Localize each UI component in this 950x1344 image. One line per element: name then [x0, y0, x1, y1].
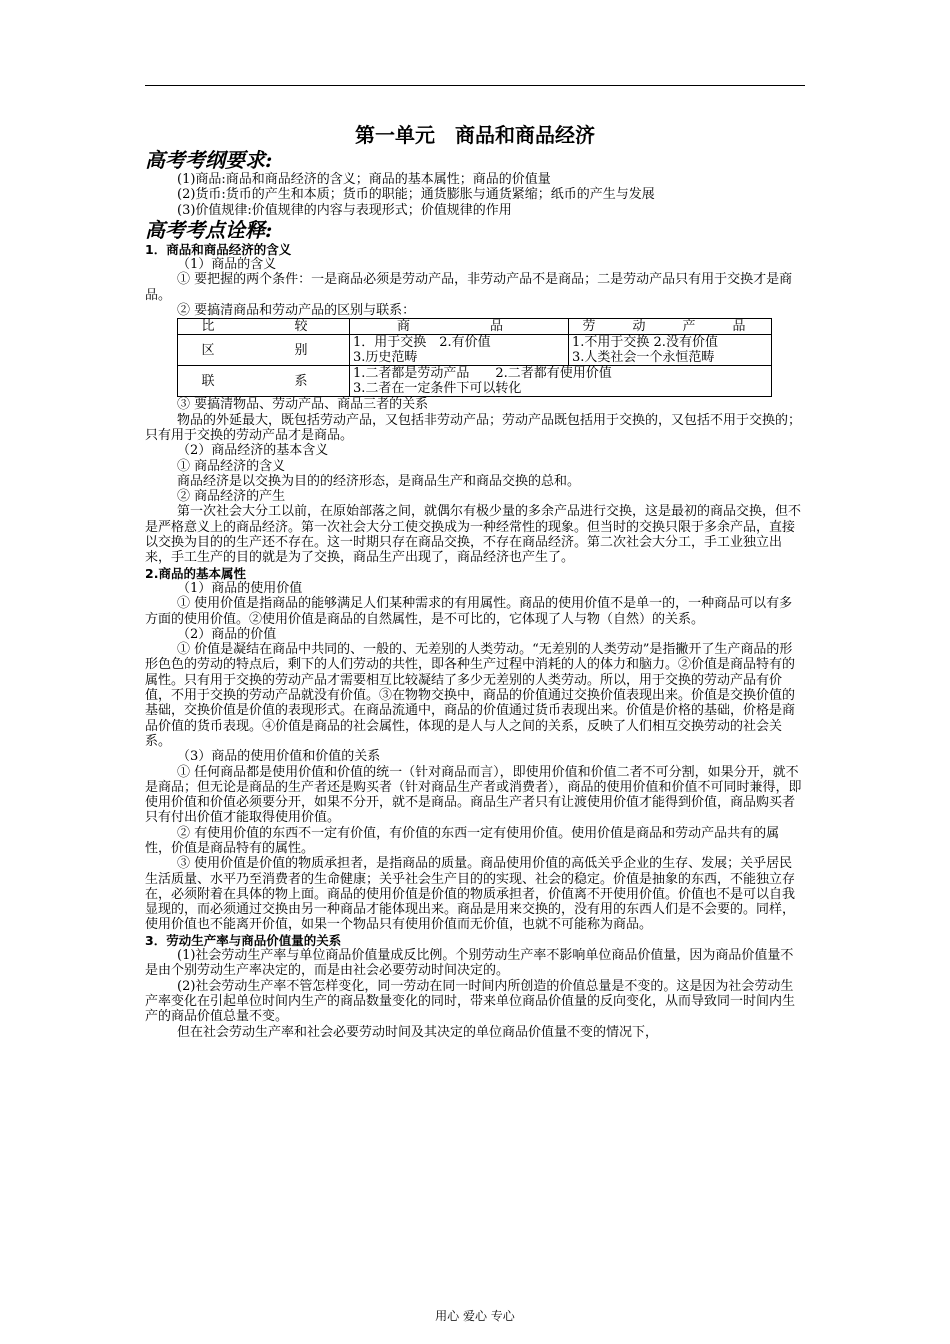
paragraph: （1）商品的使用价值 [177, 580, 303, 596]
paragraph: ③ 要搞清物品、劳动产品、商品三者的关系 [177, 397, 429, 413]
section-title: 1．商品和商品经济的含义 [145, 241, 292, 257]
paragraph: ② 商品经济的产生 [177, 489, 286, 505]
section-title: 2.商品的基本属性 [145, 565, 246, 581]
section-title: 3．劳动生产率与商品价值量的关系 [145, 932, 342, 948]
paragraph: （1）商品的含义 [177, 257, 277, 273]
table-cell: 联 系 [178, 366, 350, 397]
table-header-cell: 商 品 [350, 319, 569, 335]
table-cell: 1．用于交换 2.有价值 3.历史范畴 [350, 335, 569, 366]
paragraph: （2）商品的价值 [177, 626, 277, 642]
paragraph: ① 价值是凝结在商品中共同的、一般的、无差别的人类劳动。“无差别的人类劳动”是指撇开了生产商品的形形色色的劳动的特点后，剩下的人们劳动的共性，即各种生产过程中消耗的人的体力和脑力。②价值是商品特有的属性。只有用于交换的劳动产品才需要相互比较凝结了多少无差别的人类劳动。所以，用于交换的劳动产品有价值，不用于交换的劳动产品就没有价值。③在物物交换中，商品的价值通过交换价值表现出来。价值是交换价值的基础，交换价值是价值的表现形式。在商品流通中，商品的价值通过货币表现出来。价值是价格的基础，价格是商品价值的货币表现。④价值是商品的社会属性，体现的是人与人之间的关系，反映了人们相互交换劳动的社会关系。 [145, 642, 796, 749]
paragraph: ③ 使用价值是价值的物质承担者，是指商品的质量。商品使用价值的高低关乎企业的生存、发展；关乎居民生活质量、水平乃至消费者的生命健康；关乎社会生产目的的实现、社会的稳定。价值是抽象的东西，不能独立存在，必须附着在具体的物上面。商品的使用价值是价值的物质承担者，价值离不开使用价值。价值也不是可以自我显现的，而必须通过交换由另一种商品才能体现出来。商品是用来交换的，没有用的东西人们是不会要的。同样，使用价值也不能离开价值，如果一个物品只有使用价值而无价值，也就不可能称为商品。 [145, 856, 796, 933]
paragraph: ② 有使用价值的东西不一定有价值，有价值的东西一定有使用价值。使用价值是商品和劳动产品共有的属性，价值是商品特有的属性。 [145, 825, 780, 856]
syllabus-heading: 高考考纲要求: [145, 148, 273, 172]
table-row [178, 335, 772, 366]
paragraph: 商品经济是以交换为目的的经济形态，是商品生产和商品交换的总和。 [177, 473, 581, 489]
header-rule [145, 85, 805, 86]
paragraph: （3）商品的使用价值和价值的关系 [177, 749, 381, 765]
table-cell: 1.不用于交换 2.没有价值 3.人类社会一个永恒范畴 [569, 335, 772, 366]
table-row [178, 366, 772, 397]
paragraph: ① 商品经济的含义 [177, 458, 286, 474]
syllabus-item: (1)商品:商品和商品经济的含义；商品的基本属性；商品的价值量 [177, 172, 551, 187]
paragraph: 物品的外延最大，既包括劳动产品，又包括非劳动产品；劳动产品既包括用于交换的，又包括不用于交换的；只有用于交换的劳动产品才是商品。 [145, 412, 802, 443]
explain-heading: 高考考点诠释: [145, 217, 273, 242]
paragraph: 第一次社会大分工以前，在原始部落之间，就偶尔有极少量的多余产品进行交换，这是最初的商品交换，但不是严格意义上的商品经济。第一次社会大分工使交换成为一种经常性的现象。但当时的交换只限于多余产品，直接以交换为目的的生产还不存在。这一时期只存在商品交换，不存在商品经济。第二次社会大分工，手工业独立出来，手工生产的目的就是为了交换，商品生产出现了，商品经济也产生了。 [145, 504, 802, 566]
paragraph: ① 任何商品都是使用价值和价值的统一（针对商品而言），即使用价值和价值二者不可分割，如果分开，就不是商品；但无论是商品的生产者还是购买者（针对商品生产者或消费者），商品的使用价值和价值不可同时兼得，即使用价值和价值必须要分开，如果不分开，就不是商品。商品生产者只有让渡使用价值才能得到价值，商品购买者只有付出价值才能取得使用价值。 [145, 764, 802, 826]
table-header-cell: 比 较 [178, 319, 350, 335]
table-header-cell: 劳 动 产 品 [569, 319, 772, 335]
document-page [145, 122, 805, 1040]
table-cell: 1.二者都是劳动产品 2.二者都有使用价值 3.二者在一定条件下可以转化 [350, 366, 772, 397]
table-cell: 区 别 [178, 335, 350, 366]
paragraph: (1)社会劳动生产率与单位商品价值量成反比例。个别劳动生产率不影响单位商品价值量，因为商品价值量不是由个别劳动生产率决定的，而是由社会必要劳动时间决定的。 [145, 948, 794, 979]
paragraph: ① 使用价值是指商品的能够满足人们某种需求的有用属性。商品的使用价值不是单一的，一种商品可以有多方面的使用价值。②使用价值是商品的自然属性，是不可比的，它体现了人与物（自然）的关系。 [145, 596, 793, 627]
paragraph: (2)社会劳动生产率不管怎样变化，同一劳动在同一时间内所创造的价值总量是不变的。这是因为社会劳动生产率变化在引起单位时间内生产的商品数量变化的同时，带来单位商品价值量的反向变化，从而导致同一时间内生产的商品价值总量不变。 [145, 978, 796, 1025]
page-footer: 用心 爱心 专心 [435, 1309, 515, 1323]
paragraph: ② 要搞清商品和劳动产品的区别与联系： [177, 303, 416, 319]
paragraph: 但在社会劳动生产率和社会必要劳动时间及其决定的单位商品价值量不变的情况下， [177, 1024, 659, 1040]
paragraph: ① 要把握的两个条件：一是商品必须是劳动产品，非劳动产品不是商品；二是劳动产品只有用于交换才是商品。 [145, 272, 793, 303]
paragraph: （2）商品经济的基本含义 [177, 443, 329, 459]
table-header-row [178, 319, 772, 335]
comparison-table [177, 318, 772, 397]
syllabus-item: (3)价值规律:价值规律的内容与表现形式；价值规律的作用 [177, 202, 512, 218]
page-title: 第一单元 商品和商品经济 [355, 123, 595, 147]
syllabus-item: (2)货币:货币的产生和本质；货币的职能；通货膨胀与通货紧缩；纸币的产生与发展 [177, 187, 655, 203]
